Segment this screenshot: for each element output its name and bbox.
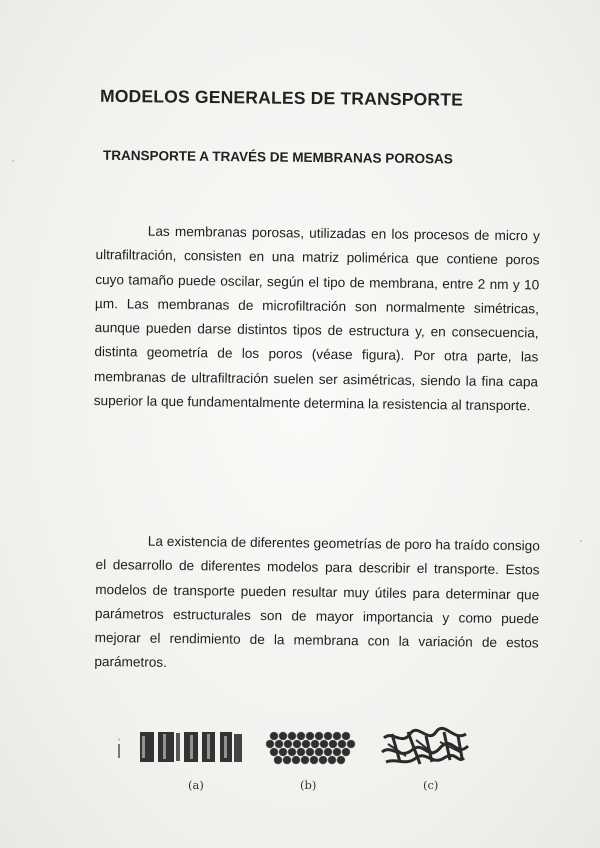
page-title: MODELOS GENERALES DE TRANSPORTE — [99, 85, 464, 110]
figure-caption-c: (c) — [423, 778, 439, 792]
pore-geometry-diagram — [110, 722, 500, 778]
figure-caption-b: (b) — [300, 778, 317, 792]
cylindrical-pores-diagram — [118, 732, 242, 762]
pore-geometry-figure — [110, 722, 500, 802]
scan-speck — [118, 738, 120, 741]
packed-spheres-diagram — [266, 732, 355, 764]
scan-speck — [580, 540, 582, 542]
paragraph-1: Las membranas porosas, utilizadas en los procesos de micro y ultrafiltración, consisten en una matriz polimérica que contiene poros cuyo tamaño puede oscilar, según el tipo de membrana, entre 2 nm y 10 µm. Las membranas de microfiltración son normalmente simétricas, aunque pueden darse distintos tipos de estructura y, en consecuencia, distinta geometría de los poros (véase figura). Por otra parte, las membranas de ultrafiltración suelen ser asimétricas, siendo la fina capa superior la que fundamentalmente determina la resistencia al transporte. — [93, 223, 540, 413]
scan-speck — [12, 160, 14, 162]
paragraph-2: La existencia de diferentes geometrías de poro ha traído consigo el desarrollo de diferentes modelos para describir el transporte. Estos modelos de transporte pueden resultar muy útiles para determinar que parámetros estructurales son de mayor importancia y como puede mejorar el rendimiento de la membrana con la variación de estos parámetros. — [94, 533, 540, 670]
section-heading: TRANSPORTE A TRAVÉS DE MEMBRANAS POROSAS — [102, 147, 453, 167]
figure-caption-a: (a) — [188, 778, 204, 792]
sponge-network-diagram — [382, 728, 468, 764]
